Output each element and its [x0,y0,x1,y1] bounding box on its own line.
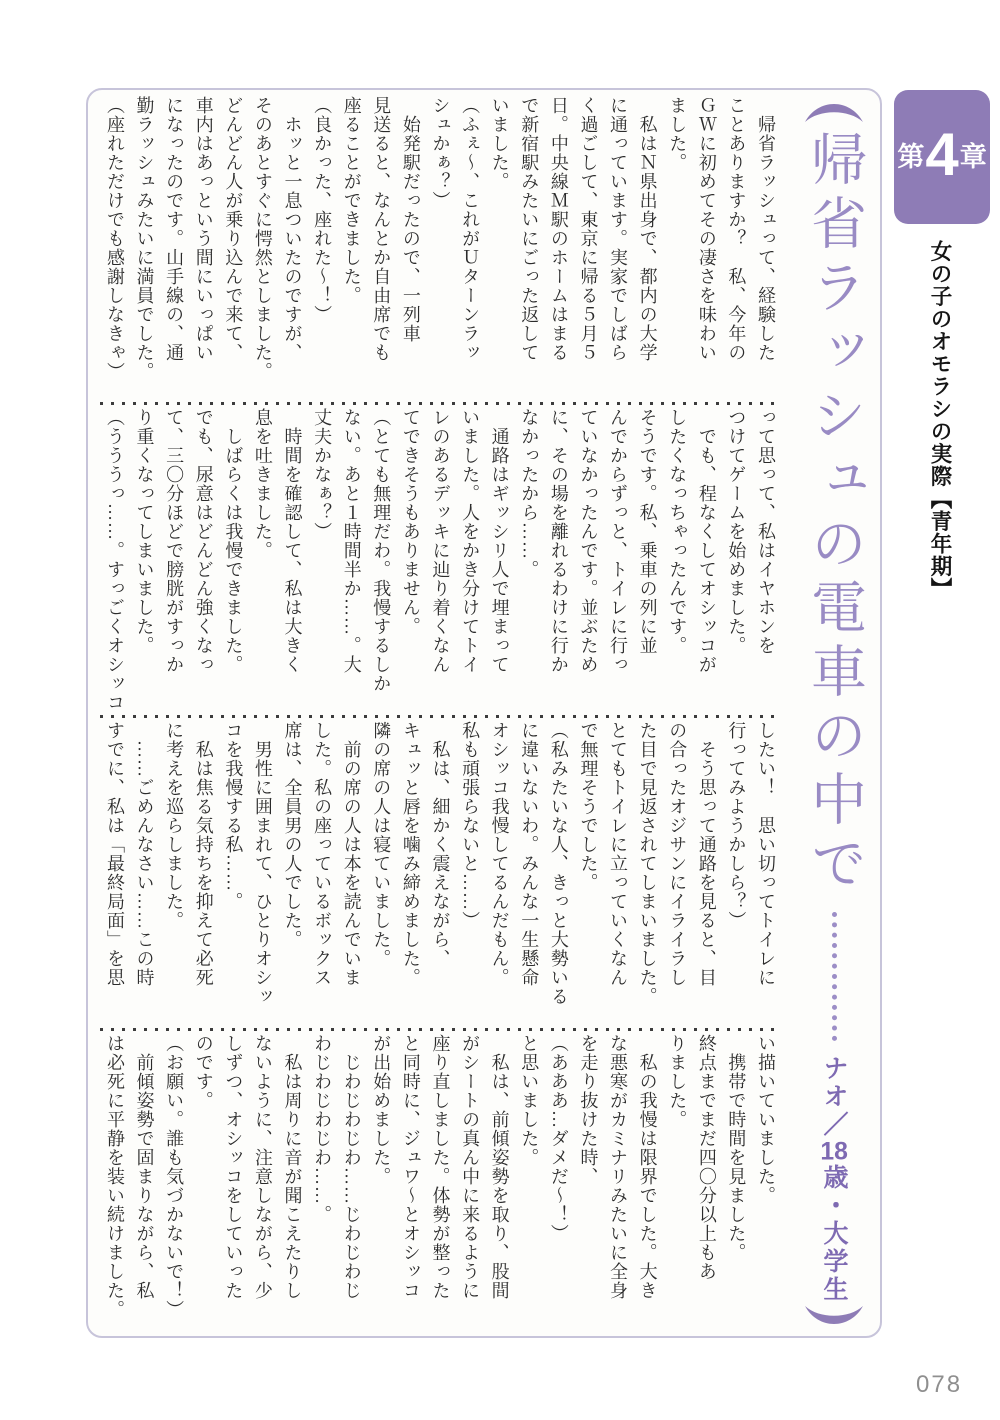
dotted-separator [100,715,776,718]
text-column: 私は焦る気持ちを抑えて必死 [193,721,214,987]
text-column: で新宿駅みたいにごった返して [519,96,540,362]
text-column: すでに、私は「最終局面」を思 [104,721,125,987]
text-column: ない。あと１時間半か……。大 [341,408,362,674]
text-column: 携帯で時間を見ました。 [726,1034,747,1262]
text-column: がシートの真ん中に来るように [460,1034,481,1300]
text-column: 隣の席の人は寝ていました。 [371,721,392,968]
text-column: は必死に平静を装い続けました。 [104,1034,125,1319]
story-band-2 [98,408,780,712]
text-column: （とても無理だわ。我慢するしか [371,408,392,693]
text-column: 私も頑張らないと……） [460,721,481,930]
text-column: に違いないわ。みんな一生懸命 [519,721,540,987]
text-column: レのあるデッキに辿り着くなん [430,408,451,674]
text-column: （座れただけでも感謝しなきゃ） [104,96,125,381]
text-column: な悪寒がカミナリみたいに全身 [608,1034,629,1300]
text-column: しずつ、オシッコをしていった [223,1034,244,1300]
text-column: キュッと唇を噛み締めました。 [400,721,421,987]
chapter-badge-post: 章 [959,141,987,172]
text-column: を走り抜けた時、 [578,1034,599,1186]
text-column: 私の我慢は限界でした。大き [637,1034,658,1300]
text-column: に考えを巡らしました。 [164,721,185,930]
text-column: 席は、全員男の人でした。 [282,721,303,949]
text-column: になったのです。山手線の、通 [164,96,185,362]
text-column: 丈夫かなぁ？） [312,408,333,541]
close-bracket-icon [802,1304,866,1332]
text-column: ……ごめんなさい……この時 [134,721,155,987]
text-column: いました。 [489,96,510,191]
text-column: 通路はギッシリ人で埋まって [489,408,510,674]
text-column: 男性に囲まれて、ひとりオシッ [252,721,273,1006]
open-bracket-icon [802,96,866,124]
text-column: 座ることができました。 [341,96,362,305]
text-column: 始発駅だったので、一列車 [400,96,421,343]
text-column: ないように、注意しながら、少 [252,1034,273,1300]
text-column: いました。人をかき分けてトイ [460,408,481,674]
page-number: 078 [916,1371,963,1398]
text-column: そうです。私、乗車の列に並 [637,408,658,655]
text-column: したい！ 思い切ってトイレに [756,721,776,987]
author-credit [816,1055,852,1304]
text-column: 見送ると、なんとか自由席でも [371,96,392,362]
text-column: 座り直しました。体勢が整った [430,1034,451,1300]
text-column: とてもトイレに立っていくなん [608,721,629,987]
text-column: 勤ラッシュみたいに満員でした。 [134,96,155,381]
text-column: （お願い。誰も気づかないで！） [164,1034,185,1319]
text-column: したくなっちゃったんです。 [667,408,688,655]
text-column: で無理そうでした。 [578,721,599,892]
chapter-badge [894,90,990,224]
chapter-subtitle: 女の子のオモラシの実際【青年期】 [928,240,952,600]
text-column: 前の席の人は本を読んでいま [341,721,362,987]
text-column: りました。 [667,1034,688,1129]
text-column: わじわじわじわ……。 [312,1034,333,1224]
text-column: でも、程なくしてオシッコが [696,408,717,674]
text-column: した。私の座っているボックス [312,721,333,987]
text-column: 行ってみようかしら？） [726,721,747,930]
text-column: のです。 [193,1034,214,1110]
text-column: シュかぁ？） [430,96,451,210]
text-column: て、三〇分ほどで膀胱がすっか [164,408,185,674]
text-column: そう思って通路を見ると、目 [696,721,717,987]
text-column: ました。 [667,96,688,172]
text-column: でも、尿意はどんどん強くなっ [193,408,214,674]
story-band-4 [98,1034,780,1338]
chapter-badge-number: 4 [925,121,959,188]
text-column: 時間を確認して、私は大きく [282,408,303,674]
text-column: 帰省ラッシュって、経験した [756,96,776,362]
text-column: 日。中央線Ｍ駅のホームはまる [548,96,569,362]
text-column: つけてゲームを始めました。 [726,408,747,655]
text-column: と思いました。 [519,1034,540,1167]
feature-title [790,96,878,1332]
text-column: ことありますか？ 私、今年の [726,96,747,362]
dotted-leader [832,912,837,1041]
text-column: （ふぇ〜、これがＵターンラッ [460,96,481,362]
text-column: ＧＷに初めてその凄さを味わい [696,96,717,362]
text-column: （あああ…ダメだ〜！） [548,1034,569,1243]
text-column: 車内はあっという間にいっぱい [193,96,214,362]
text-column: コを我慢する私……。 [223,721,244,911]
text-column: オシッコ我慢してるんだもん。 [489,721,510,987]
text-column: の合ったオジサンにイライラし [667,721,688,987]
text-column: 私は周りに音が聞こえたりし [282,1034,303,1300]
text-column: じわじわじわ……じわじわじ [341,1034,362,1300]
text-column: んでからずっと、トイレに行っ [608,408,629,674]
text-column: と同時に、ジュワ〜とオシッコ [400,1034,421,1300]
chapter-badge-pre: 第 [897,141,925,172]
dotted-separator [100,1028,776,1031]
text-column: しばらくは我慢できました。 [223,408,244,674]
dotted-separator [100,402,776,405]
text-column: り重くなってしまいました。 [134,408,155,655]
story-band-3 [98,721,780,1025]
title-text: 帰省ラッシュの電車の中で [803,130,865,898]
text-column: た目で見返されてしまいました。 [637,721,658,1006]
text-column: って思って、私はイヤホンを [756,408,776,655]
text-column: が出始めました。 [371,1034,392,1186]
text-column: （私みたいな人、きっと大勢いる [548,721,569,1006]
text-column: 私は、前傾姿勢を取り、股間 [489,1034,510,1300]
text-column: 私はＮ県出身で、都内の大学 [637,96,658,362]
text-column: に、その場を離れるわけに行か [548,408,569,674]
text-column: く過ごして、東京に帰る５月５ [578,96,599,362]
text-column: ホッと一息ついたのですが、 [282,96,303,362]
author-name: ナオ／ [820,1055,848,1139]
text-column: 息を吐きました。 [252,408,273,560]
text-column: そのあとすぐに愕然としました。 [252,96,273,381]
text-column: てできそうもありません。 [400,408,421,636]
text-column: （うううっ……。すっごくオシッコ [104,408,125,712]
text-column: 終点までまだ四〇分以上もあ [696,1034,717,1281]
text-column: 前傾姿勢で固まりながら、私 [134,1034,155,1300]
text-column: 私は、細かく震えながら、 [430,721,451,968]
author-desc: 歳・大学生 [820,1164,848,1304]
text-column: なかったから……。 [519,408,540,579]
author-age: 18 [820,1139,848,1164]
text-column: （良かった、座れた〜！） [312,96,333,324]
text-column: ていなかったんです。並ぶため [578,408,599,674]
text-column: に通っています。実家でしばら [608,96,629,362]
content-frame [86,88,882,1338]
text-column: い描いていました。 [756,1034,776,1205]
text-column: どんどん人が乗り込んで来て、 [223,96,244,362]
story-band-1 [98,96,780,400]
